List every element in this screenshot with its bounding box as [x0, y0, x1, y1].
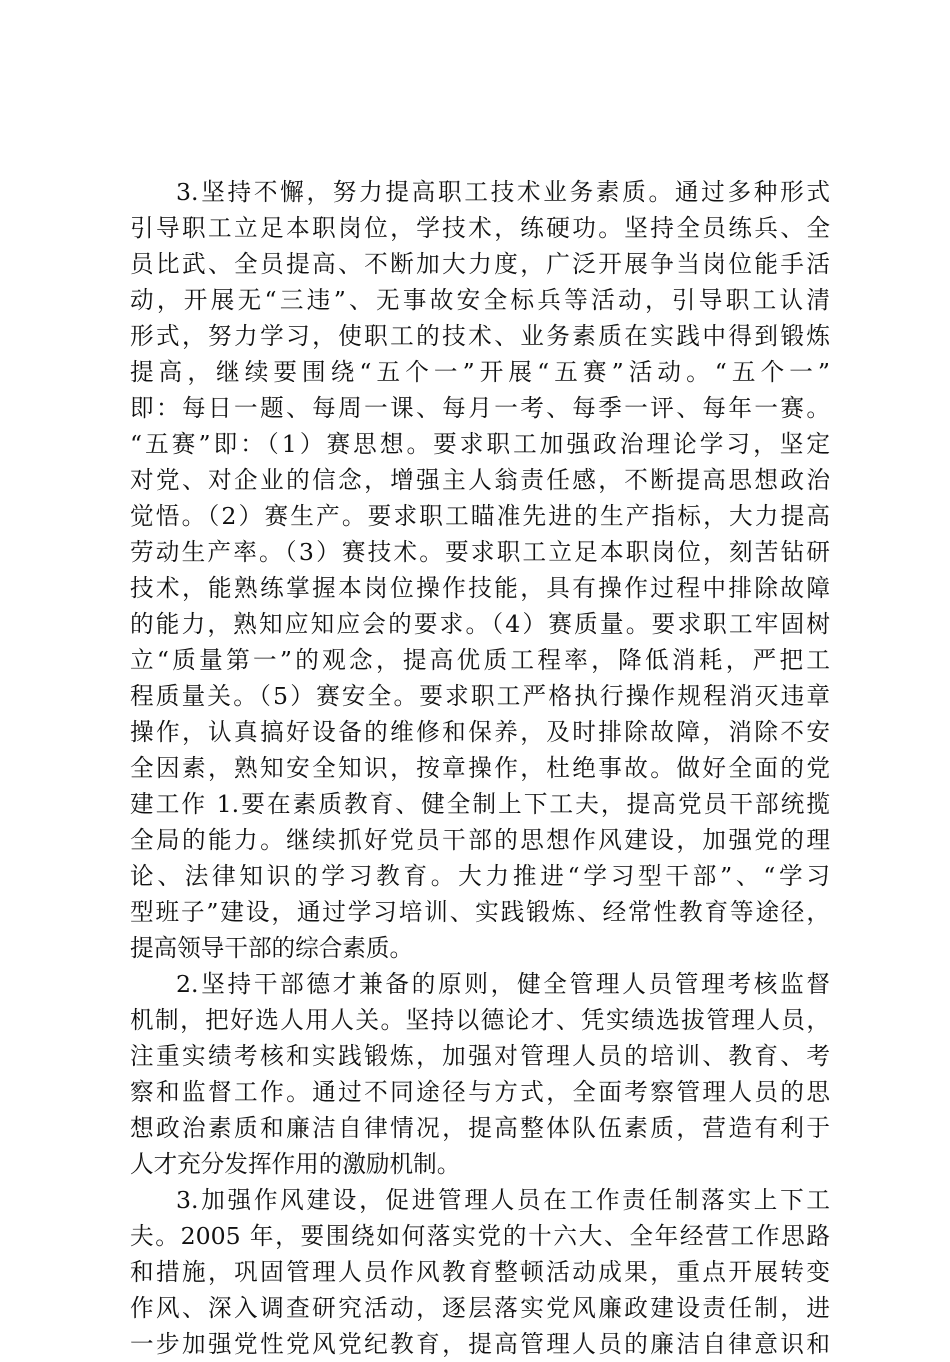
- paragraph-line: 建工作 1.要在素质教育、健全制上下工夫，提高党员干部统揽: [130, 790, 830, 818]
- paragraph-line: 3.加强作风建设，促进管理人员在工作责任制落实上下工: [176, 1186, 830, 1214]
- paragraph-line: 动，开展无“三违”、无事故安全标兵等活动，引导职工认清: [130, 286, 830, 314]
- paragraph-line: 操作，认真搞好设备的维修和保养，及时排除故障，消除不安: [130, 718, 830, 746]
- paragraph-line: 对党、对企业的信念，增强主人翁责任感，不断提高思想政治: [130, 466, 830, 494]
- paragraph-line: 的能力，熟知应知应会的要求。（4）赛质量。要求职工牢固树: [130, 610, 830, 638]
- paragraph-line: 程质量关。（5）赛安全。要求职工严格执行操作规程消灭违章: [130, 682, 830, 710]
- paragraph-line: 和措施，巩固管理人员作风教育整顿活动成果，重点开展转变: [130, 1258, 830, 1286]
- paragraph-line: 即：每日一题、每周一课、每月一考、每季一评、每年一赛。: [130, 394, 830, 422]
- paragraph-line: 夫。2005 年，要围绕如何落实党的十六大、全年经营工作思路: [130, 1222, 830, 1250]
- paragraph-line: 论、法律知识的学习教育。大力推进“学习型干部”、“学习: [130, 862, 830, 890]
- paragraph-line: 员比武、全员提高、不断加大力度，广泛开展争当岗位能手活: [130, 250, 830, 278]
- paragraph-line: 想政治素质和廉洁自律情况，提高整体队伍素质，营造有利于: [130, 1114, 830, 1142]
- paragraph-line: 2.坚持干部德才兼备的原则，健全管理人员管理考核监督: [176, 970, 830, 998]
- paragraph-line: 3.坚持不懈，努力提高职工技术业务素质。通过多种形式: [176, 178, 830, 206]
- paragraph-line: “五赛”即：（1）赛思想。要求职工加强政治理论学习，坚定: [130, 430, 830, 458]
- paragraph-line: 机制，把好选人用人关。坚持以德论才、凭实绩选拔管理人员，: [130, 1006, 830, 1034]
- paragraph-line: 引导职工立足本职岗位，学技术，练硬功。坚持全员练兵、全: [130, 214, 830, 242]
- paragraph-line: 立“质量第一”的观念，提高优质工程率，降低消耗，严把工: [130, 646, 830, 674]
- paragraph-line: 全局的能力。继续抓好党员干部的思想作风建设，加强党的理: [130, 826, 830, 854]
- paragraph-line: 注重实绩考核和实践锻炼，加强对管理人员的培训、教育、考: [130, 1042, 830, 1070]
- paragraph-line: 劳动生产率。（3）赛技术。要求职工立足本职岗位，刻苦钻研: [130, 538, 830, 566]
- paragraph-line: 全因素，熟知安全知识，按章操作，杜绝事故。做好全面的党: [130, 754, 830, 782]
- paragraph-line: 察和监督工作。通过不同途径与方式，全面考察管理人员的思: [130, 1078, 830, 1106]
- paragraph-line: 型班子”建设，通过学习培训、实践锻炼、经常性教育等途径，: [130, 898, 830, 926]
- paragraph-line: 觉悟。（2）赛生产。要求职工瞄准先进的生产指标，大力提高: [130, 502, 830, 530]
- paragraph-line: 形式，努力学习，使职工的技术、业务素质在实践中得到锻炼: [130, 322, 830, 350]
- paragraph-line: 一步加强党性党风党纪教育，提高管理人员的廉洁自律意识和: [130, 1330, 830, 1358]
- paragraph-line: 技术，能熟练掌握本岗位操作技能，具有操作过程中排除故障: [130, 574, 830, 602]
- paragraph-line: 人才充分发挥作用的激励机制。: [130, 1150, 461, 1178]
- paragraph-line: 提高领导干部的综合素质。: [130, 934, 414, 962]
- paragraph-line: 作风、深入调查研究活动，逐层落实党风廉政建设责任制，进: [130, 1294, 830, 1322]
- paragraph-line: 提高，继续要围绕“五个一”开展“五赛”活动。“五个一”: [130, 358, 830, 386]
